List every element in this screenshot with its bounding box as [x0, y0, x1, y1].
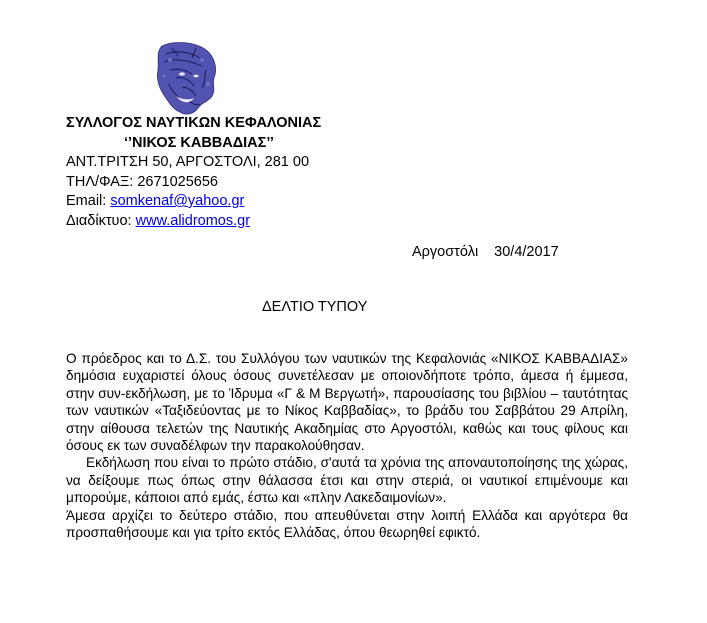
email-line	[66, 192, 321, 212]
dateline-date: 30/4/2017	[494, 244, 559, 260]
dateline-place: Αργοστόλι	[412, 244, 479, 260]
web-label: Διαδίκτυο:	[66, 212, 136, 229]
org-name: ΣΥΛΛΟΓΟΣ ΝΑΥΤΙΚΩΝ ΚΕΦΑΛΟΝΙΑΣ	[66, 115, 322, 131]
email-label: Email:	[66, 193, 111, 209]
dateline	[412, 244, 559, 260]
web-link[interactable]: www.alidromos.gr	[135, 212, 251, 229]
body-paragraph: Άμεσα αρχίζει το δεύτερο στάδιο, που απευθύνεται στην λοιπή Ελλάδα και αργότερα θα προσπαθήσουμε και για τρίτο εκτός Ελλάδας, όπου θεωρηθεί εφικτό.	[66, 507, 628, 541]
email-link[interactable]: somkenaf@yahoo.gr	[110, 193, 245, 209]
body-paragraph: Εκδήλωση που είναι το πρώτο στάδιο, σ'αυτά τα χρόνια της απoναυτοποίησης της χώρας, να δείξουμε πως όπως στην θάλασσα έτσι και στην στεριά, οι ναυτικοί επιμένουμε και μπορούμε, κάποιοι από εμάς, έστω και «πλην Λακεδαιμονίων».	[66, 455, 628, 506]
letterhead	[66, 114, 321, 231]
document-body	[66, 350, 628, 541]
document-title: ΔΕΛΤΙΟ ΤΥΠΟΥ	[262, 299, 368, 315]
body-paragraph: Ο πρόεδρος και το Δ.Σ. του Συλλόγου των ναυτικών της Κεφαλονιάς «ΝΙΚΟΣ ΚΑΒΒΑΔΙΑΣ» δημόσια ευχαριστεί όλους όσους συνετέλεσαν με οποιονδήποτε τρόπο, άμεσα ή έμμεσα, στην συν-εκδήλωση, με το Ίδρυμα «Γ & Μ Βεργωτή», παρουσίασης του βιβλίου – ταυτότητας των ναυτικών «Ταξιδεύοντας με το Νίκος Καββαδίας», το βράδυ του Σαββάτου 29 Απρίλη, στην αίθουσα τελετών της Ναυτικής Ακαδημίας στο Αργοστόλι, καθώς και τους φίλους και όσους εκ των συναδέλφων την παρακολούθησαν.	[66, 351, 628, 454]
web-line	[66, 212, 321, 232]
sailor-head-emblem-icon	[152, 40, 224, 118]
org-phone-fax: ΤΗΛ/ΦΑΞ: 2671025656	[66, 173, 218, 190]
org-subtitle: ‘’ΝΙΚΟΣ ΚΑΒΒΑΔΙΑΣ’’	[124, 134, 274, 151]
org-address: ΑΝΤ.ΤΡΙΤΣΗ 50, ΑΡΓΟΣΤΟΛΙ, 281 00	[66, 154, 310, 170]
